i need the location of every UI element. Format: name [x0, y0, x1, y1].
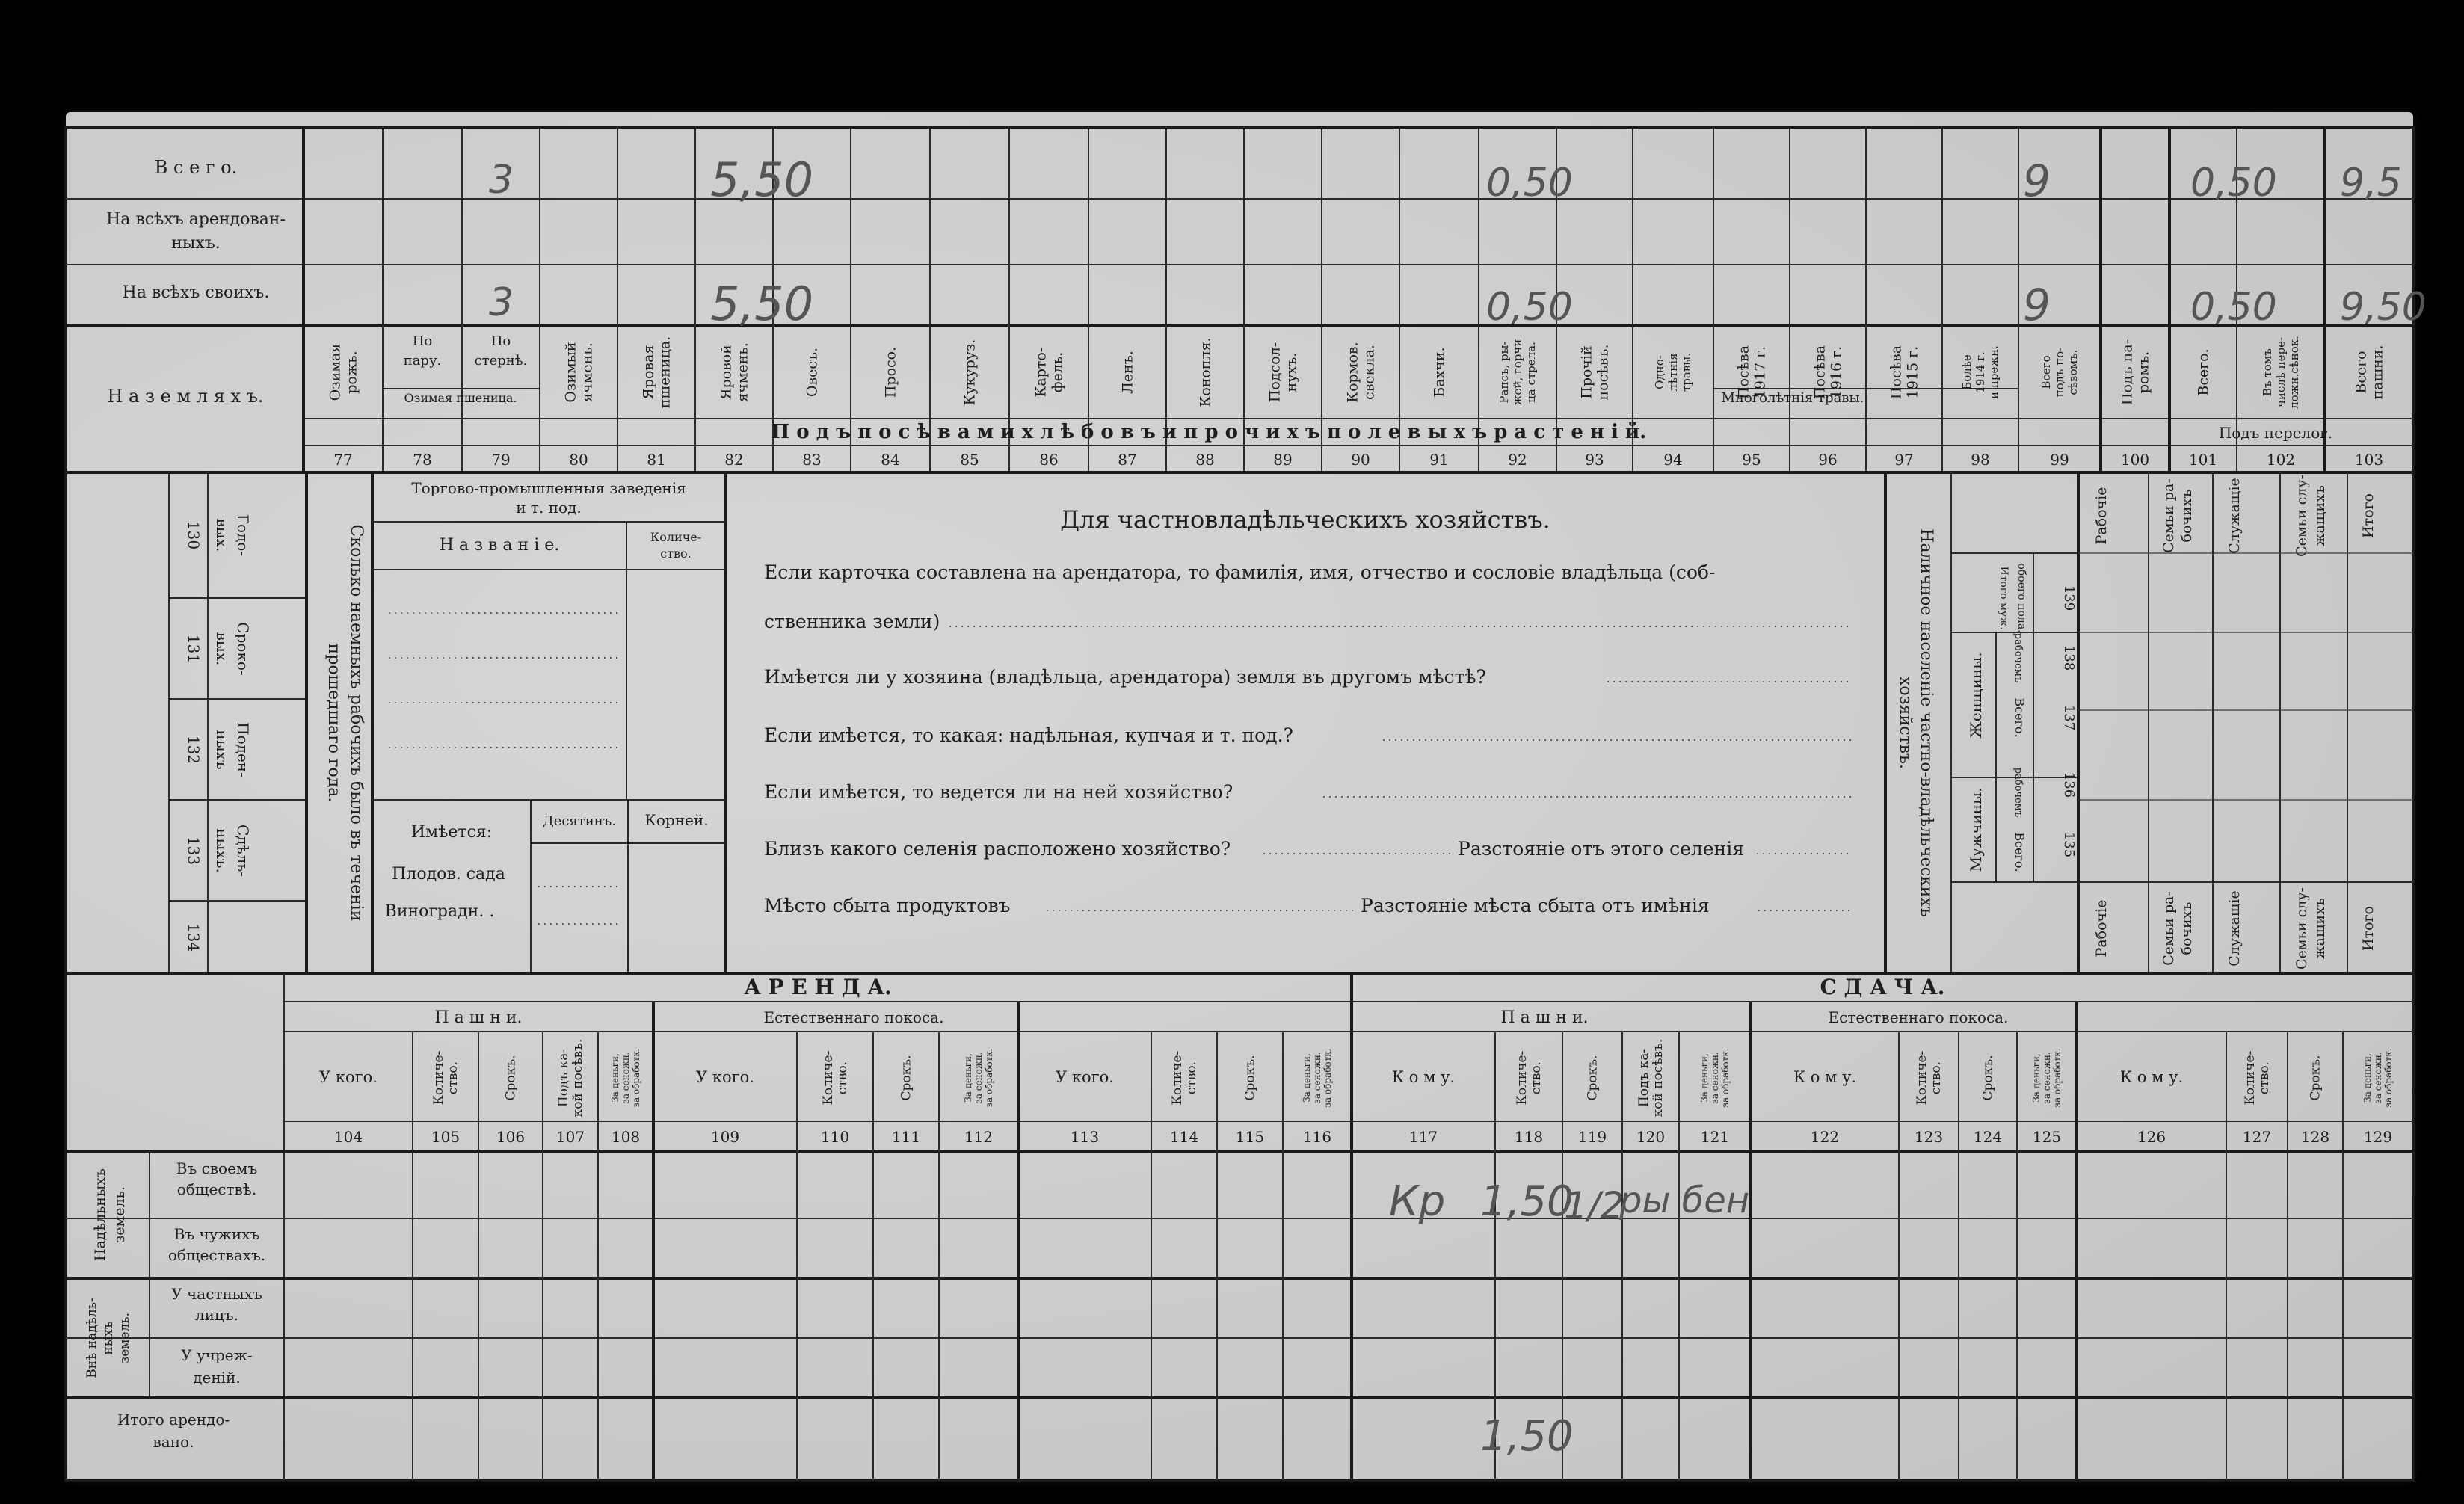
pop-working-men: рабочемъ — [2012, 767, 2024, 818]
trade-name-header: Н а з в а н і е. — [439, 536, 560, 555]
crop-number-86: 86 — [1039, 451, 1059, 469]
hired-title-1: Сколько наемныхъ рабочихъ было въ теченіи — [347, 524, 366, 922]
crop-header-102-line2: числѣ пере- — [2274, 336, 2288, 408]
lease-sdacha-header-119-line1: Срокъ. — [1585, 1055, 1601, 1101]
arenda-pokos: Естественнаго покоса. — [763, 1008, 944, 1026]
lease-number-105: 105 — [431, 1128, 461, 1146]
crop-number-99: 99 — [2050, 451, 2069, 469]
crop-header-79-line1: По — [490, 333, 511, 349]
crop-header-99-line3: сѣвомъ. — [2066, 349, 2080, 395]
pop-title-2: хозяйствъ. — [1896, 676, 1915, 770]
lease-number-124: 124 — [1973, 1128, 2003, 1146]
row-inst-2: деній. — [193, 1369, 241, 1387]
crop-number-88: 88 — [1195, 451, 1215, 469]
hw-own-103: 9,50 — [2340, 285, 2427, 330]
sdacha-pashni: П а ш н и. — [1500, 1008, 1589, 1027]
lease-sdacha-header-124-line1: Срокъ. — [1980, 1055, 1996, 1101]
row-non-nadel-1: Внѣ надѣль- — [84, 1298, 99, 1378]
lease-sdacha-header-129-line3: за обработк. — [2383, 1048, 2394, 1108]
trade-title-1: Торгово-промышленныя заведенія — [411, 479, 686, 497]
lease-sdacha-header-120-line2: кой посѣвъ. — [1651, 1038, 1666, 1118]
lease-arenda-header-105-line1: Количе- — [431, 1050, 447, 1106]
row-private-2: лицъ. — [195, 1306, 238, 1324]
lease-sdacha-header-118-line2: ство. — [1529, 1061, 1544, 1095]
livestock-num-131: 131 — [185, 634, 203, 664]
lease-number-104: 104 — [333, 1128, 363, 1146]
lease-sdacha-header-126-line1: К о м у. — [2119, 1068, 2184, 1086]
livestock-num-130: 130 — [185, 520, 203, 550]
hw-total-101: 0,50 — [2190, 161, 2277, 206]
trade-roots: Корней. — [644, 811, 709, 829]
livestock-label-4a: Сдѣль- — [234, 824, 252, 878]
lease-number-121: 121 — [1700, 1128, 1730, 1146]
row-non-nadel-2: ныхъ — [101, 1321, 116, 1355]
pop-col-top-4-line1: Семьи слу- — [2294, 475, 2310, 557]
crop-number-95: 95 — [1742, 451, 1761, 469]
pop-working-women: рабочемъ — [2012, 632, 2024, 683]
lease-arenda-header-108-line3: за обработк. — [631, 1048, 641, 1108]
pop-col-bottom-2-line2: бочихъ — [2178, 902, 2195, 955]
crop-header-78-line2: пару. — [403, 353, 442, 369]
hw-own-82: 5,50 — [710, 277, 814, 331]
hw-total-79: 3 — [489, 158, 514, 203]
row-rented-label-1: На всѣхъ арендован- — [106, 210, 286, 229]
crop-number-78: 78 — [413, 451, 432, 469]
livestock-block — [185, 514, 366, 952]
lease-arenda-header-114-line1: Количе- — [1170, 1050, 1186, 1106]
private-q5a: Близъ какого селенія расположено хозяйство? — [764, 838, 1231, 860]
crop-header-96-line1: Посѣва — [1811, 345, 1829, 400]
lease-number-128: 128 — [2300, 1128, 2330, 1146]
pop-col-top-1-line1: Рабочіе — [2093, 487, 2110, 545]
pop-men: Мужчины. — [1967, 787, 1985, 872]
private-q3: Если имѣется, то какая: надѣльная, купчая и т. под.? — [764, 724, 1293, 746]
crop-header-77-line1: Озимая — [327, 343, 344, 401]
pop-grand-2: обоего пола. — [2015, 563, 2027, 633]
lease-number-111: 111 — [891, 1128, 921, 1146]
crop-header-77-line2: рожь. — [343, 351, 360, 394]
lease-number-113: 113 — [1070, 1128, 1100, 1146]
hw-total-103: 9,5 — [2340, 161, 2402, 206]
crop-header-94-line2: лѣтнія — [1666, 353, 1680, 392]
crop-numbers — [333, 451, 2383, 469]
crop-header-83-line1: Овесъ. — [804, 347, 821, 398]
hw-own-92: 0,50 — [1486, 285, 1573, 330]
crop-header-92-line2: жей, горчи — [1511, 339, 1524, 406]
trade-vineyard: Виноградн. . — [384, 902, 495, 921]
lease-sdacha-header-120-line1: Подъ ка- — [1636, 1048, 1652, 1108]
livestock-label-2b: вых. — [213, 632, 231, 666]
crop-header-85-line1: Кукуруз. — [961, 339, 979, 406]
crop-header-90-line1: Кормов. — [1344, 342, 1361, 403]
hw-total-99: 9 — [2023, 155, 2051, 206]
row-other-comm-1: Въ чужихъ — [173, 1225, 260, 1243]
row-inst-1: У учреж- — [181, 1346, 253, 1364]
crop-number-94: 94 — [1663, 451, 1683, 469]
lease-arenda-header-108-line2: за сеножн. — [620, 1052, 631, 1104]
crop-header-90-line2: свекла. — [1361, 345, 1378, 400]
hw-total-82: 5,50 — [710, 152, 814, 207]
trade-desyatin: Десятинъ. — [543, 813, 616, 829]
pop-col-bottom-2-line1: Семьи ра- — [2160, 891, 2177, 966]
lease-arenda-header-110-line2: ство. — [835, 1061, 851, 1095]
row-own-comm-2: обществѣ. — [176, 1180, 257, 1198]
middle-frame — [66, 472, 2413, 973]
crop-header-94-line1: Одно- — [1653, 355, 1666, 389]
crop-number-97: 97 — [1894, 451, 1914, 469]
crop-header-100-line2: ромъ. — [2135, 351, 2152, 394]
private-q6a: Мѣсто сбыта продуктовъ — [764, 895, 1011, 916]
row-rented-label-2: ныхъ. — [171, 234, 221, 253]
crop-number-103: 103 — [2354, 451, 2384, 469]
lease-sdacha-header-121-line2: за сеножн. — [1710, 1052, 1720, 1104]
crop-header-81-line1: Яровая — [640, 345, 657, 400]
lease-arenda-header-116-line2: за сеножн. — [1312, 1052, 1322, 1104]
lease-number-114: 114 — [1169, 1128, 1199, 1146]
crop-header-81-line2: пшеница. — [656, 336, 674, 409]
crop-number-87: 87 — [1118, 451, 1137, 469]
crop-header-79-line2: стернѣ. — [474, 353, 528, 369]
crop-number-102: 102 — [2266, 451, 2296, 469]
hw-komu: Кр — [1389, 1177, 1446, 1226]
crop-header-78-line1: По — [412, 333, 433, 349]
lease-number-127: 127 — [2242, 1128, 2272, 1146]
lease-arenda-header-113-line1: У кого. — [1056, 1068, 1114, 1086]
private-q2: Имѣется ли у хозяина (владѣльца, арендатора) земля въ другомъ мѣстѣ? — [764, 666, 1486, 688]
private-q6b: Разстояніе мѣста сбыта отъ имѣнія — [1361, 895, 1710, 916]
crop-header-93-line1: Прочій — [1578, 345, 1595, 399]
private-farms-block — [764, 505, 1851, 916]
pop-col-bottom-4-line1: Семьи слу- — [2294, 887, 2310, 970]
crop-header-86-line2: фель. — [1049, 351, 1066, 393]
crop-number-82: 82 — [724, 451, 744, 469]
pop-col-top-4-line2: жащихъ — [2311, 485, 2328, 546]
crop-header-99-line2: подъ по- — [2053, 347, 2066, 398]
trade-block — [385, 479, 709, 924]
lease-arenda-header-104-line1: У кого. — [319, 1068, 378, 1086]
crop-header-80-line1: Озимый — [562, 342, 579, 403]
row-non-nadel-3: земель. — [117, 1312, 132, 1364]
lease-arenda-header-114-line2: ство. — [1184, 1061, 1200, 1095]
crop-header-97-line1: Посѣва — [1888, 345, 1905, 400]
row-nadel-1: Надѣльныхъ — [92, 1168, 108, 1262]
lease-number-125: 125 — [2032, 1128, 2062, 1146]
crop-number-96: 96 — [1818, 451, 1838, 469]
livestock-label-1a: Годо- — [234, 514, 252, 557]
hw-total-92: 0,50 — [1486, 161, 1573, 206]
livestock-num-133: 133 — [185, 836, 203, 866]
sdacha-pokos: Естественнаго покоса. — [1828, 1008, 2009, 1026]
livestock-label-2a: Сроко- — [234, 622, 252, 676]
private-q1b: ственника земли) — [764, 611, 940, 632]
perennial-label: Многолѣтнія травы. — [1721, 390, 1864, 406]
pop-num-136: 136 — [2061, 771, 2077, 798]
lease-number-126: 126 — [2137, 1128, 2166, 1146]
lease-number-106: 106 — [496, 1128, 526, 1146]
crop-header-99-line1: Всего — [2039, 355, 2053, 389]
crop-header-84-line1: Просо. — [882, 346, 899, 398]
pop-total-men: Всего. — [2012, 832, 2027, 872]
lease-number-117: 117 — [1408, 1128, 1438, 1146]
pop-col-bottom-5-line1: Итого — [2360, 906, 2377, 951]
lease-sdacha-header-127-line1: Количе- — [2243, 1050, 2258, 1106]
crop-header-92-line1: Рапсъ, ры- — [1497, 341, 1511, 404]
hw-total: 1,50 — [1480, 1412, 1574, 1461]
lease-arenda-header-106-line1: Срокъ. — [503, 1055, 519, 1101]
lease-number-122: 122 — [1810, 1128, 1840, 1146]
row-own-label: На всѣхъ своихъ. — [122, 283, 270, 302]
lease-sdacha-header-123-line1: Количе- — [1915, 1050, 1930, 1106]
private-q1a: Если карточка составлена на арендатора, то фамилія, имя, отчество и сословіе владѣльца (соб- — [764, 561, 1716, 583]
lease-arenda-header-112-line2: за сеножн. — [973, 1052, 984, 1104]
crop-number-81: 81 — [647, 451, 666, 469]
lease-arenda-header-116-line1: За деньги, — [1302, 1053, 1312, 1103]
crop-header-98-line3: и прежн. — [1987, 345, 2001, 399]
lease-number-123: 123 — [1914, 1128, 1944, 1146]
pop-col-top-3-line1: Служащіе — [2226, 478, 2243, 554]
crop-header-97-line2: 1915 г. — [1904, 345, 1921, 399]
crop-header-103-line1: Всего — [2353, 351, 2370, 394]
lease-sdacha-header-121-line1: За деньги, — [1699, 1053, 1710, 1103]
hired-title-2: прошедшаго года. — [324, 643, 343, 803]
livestock-label-4b: ныхъ. — [213, 828, 231, 873]
pop-num-139: 139 — [2061, 585, 2077, 611]
hw-own-99: 9 — [2023, 280, 2051, 330]
crop-header-102-line1: Въ томъ — [2261, 348, 2274, 396]
crop-number-79: 79 — [491, 451, 511, 469]
pop-col-top-5-line1: Итого — [2360, 493, 2377, 538]
lease-row-labels — [84, 1159, 265, 1451]
private-q4: Если имѣется, то ведется ли на ней хозяйство? — [764, 781, 1233, 803]
crop-header-103-line2: пашни. — [2369, 345, 2386, 400]
row-private-1: У частныхъ — [171, 1285, 262, 1303]
lease-sdacha-header-118-line1: Количе- — [1515, 1050, 1530, 1106]
crop-header-101-line1: Всего. — [2195, 348, 2212, 396]
pop-col-bottom-1-line1: Рабочіе — [2093, 899, 2110, 958]
lease-arenda-header-111-line1: Срокъ. — [899, 1055, 914, 1101]
crop-header-89-line2: нухъ. — [1283, 352, 1300, 392]
winter-wheat-label: Озимая пшеница. — [404, 391, 517, 405]
lease-arenda-header-108-line1: За деньги, — [610, 1053, 620, 1103]
crop-header-93-line2: посѣвъ. — [1595, 344, 1612, 401]
lease-sdacha-header-128-line1: Срокъ. — [2308, 1055, 2323, 1101]
lease-arenda-header-110-line1: Количе- — [821, 1050, 837, 1106]
lease-sdacha-header-129-line1: За деньги, — [2362, 1053, 2373, 1103]
crop-number-83: 83 — [802, 451, 822, 469]
crop-header-82-line1: Яровой — [718, 345, 735, 400]
trade-title-2: и т. под. — [516, 499, 582, 517]
lease-columns — [319, 1002, 2394, 1480]
lease-arenda-header-116-line3: за обработк. — [1322, 1048, 1333, 1108]
pop-col-bottom-3-line1: Служащіе — [2226, 890, 2243, 967]
lease-number-115: 115 — [1235, 1128, 1265, 1146]
pop-num-135: 135 — [2061, 831, 2077, 858]
crop-header-98-line2: 1914 г. — [1974, 351, 1987, 393]
private-q5b: Разстояніе отъ этого селенія — [1458, 838, 1745, 860]
sown-group-label: П о д ъ п о с ѣ в а м и х л ѣ б о в ъ и п р о ч и х ъ п о л е в ы х ъ р а с т е н і й. — [771, 421, 1647, 443]
crop-header-96-line2: 1916 г. — [1828, 345, 1845, 399]
crop-number-93: 93 — [1585, 451, 1604, 469]
crop-number-77: 77 — [333, 451, 353, 469]
crop-header-91-line1: Бахчи. — [1431, 347, 1448, 398]
lease-arenda-header-115-line1: Срокъ. — [1242, 1055, 1258, 1101]
lease-number-107: 107 — [555, 1128, 585, 1146]
lease-sdacha-header-121-line3: за обработк. — [1720, 1048, 1731, 1108]
lease-number-129: 129 — [2363, 1128, 2393, 1146]
crop-number-84: 84 — [881, 451, 900, 469]
lease-arenda-header-112-line3: за обработк. — [984, 1048, 994, 1108]
lease-sdacha-header-127-line2: ство. — [2257, 1061, 2273, 1095]
livestock-num-134: 134 — [185, 922, 203, 952]
lease-number-112: 112 — [964, 1128, 994, 1146]
crop-number-85: 85 — [960, 451, 979, 469]
pop-col-top-2-line1: Семьи ра- — [2160, 478, 2177, 553]
crop-header-94-line3: травы. — [1680, 353, 1693, 392]
row-lands-label: Н а з е м л я х ъ. — [107, 386, 264, 407]
trade-qty-header-2: ство. — [660, 546, 692, 561]
pop-col-top-2-line2: бочихъ — [2178, 489, 2195, 543]
lease-sdacha-header-125-line2: за сеножн. — [2042, 1052, 2052, 1104]
crop-header-95-line2: 1917 г. — [1752, 345, 1769, 399]
lease-number-118: 118 — [1514, 1128, 1544, 1146]
pop-title-1: Наличное населеніе частно-владѣльческихъ — [1917, 528, 1935, 917]
crop-number-100: 100 — [2120, 451, 2150, 469]
lease-sdacha-header-129-line2: за сеножн. — [2373, 1052, 2383, 1104]
livestock-num-132: 132 — [185, 735, 203, 765]
row-total-1: Итого арендо- — [117, 1411, 230, 1429]
crop-number-90: 90 — [1351, 451, 1370, 469]
lease-sdacha-header-125-line3: за обработк. — [2052, 1048, 2063, 1108]
crop-header-100-line1: Подъ па- — [2119, 339, 2136, 406]
pop-col-bottom-4-line2: жащихъ — [2311, 898, 2328, 959]
crop-header-82-line2: ячмень. — [734, 342, 751, 402]
lease-arenda-header-109-line1: У кого. — [696, 1068, 754, 1086]
livestock-label-3b: ныхъ — [213, 730, 231, 770]
lease-number-108: 108 — [611, 1128, 641, 1146]
hw-qty: 1,50 — [1480, 1177, 1574, 1226]
crop-header-80-line2: ячмень. — [579, 342, 596, 402]
crop-header-92-line3: ца стрела. — [1524, 342, 1538, 403]
trade-orchard: Плодов. сада — [392, 865, 505, 884]
crop-header-88-line1: Конопля. — [1197, 337, 1214, 407]
pop-total-women: Всего. — [2012, 697, 2027, 738]
arenda-title: А Р Е Н Д А. — [744, 975, 892, 999]
row-own-comm-1: Въ своемъ — [176, 1159, 258, 1177]
livestock-label-1b: вых. — [213, 518, 231, 552]
sdacha-title: С Д А Ч А. — [1820, 975, 1945, 999]
crop-header-86-line1: Карто- — [1032, 347, 1050, 398]
lease-sdacha-header-123-line2: ство. — [1929, 1061, 1944, 1095]
row-total-2: вано. — [153, 1433, 194, 1451]
crop-header-95-line1: Посѣва — [1735, 345, 1752, 400]
trade-qty-header-1: Количе- — [650, 530, 702, 544]
lease-number-119: 119 — [1577, 1128, 1607, 1146]
crop-number-101: 101 — [2188, 451, 2218, 469]
crop-number-98: 98 — [1971, 451, 1990, 469]
crop-number-91: 91 — [1429, 451, 1449, 469]
crop-header-87-line1: Ленъ. — [1119, 351, 1136, 394]
row-total-label: В с е г о. — [154, 157, 238, 178]
hw-own-79: 3 — [489, 280, 514, 325]
crop-header-98-line1: Болѣе — [1960, 354, 1974, 390]
arenda-pashni: П а ш н и. — [434, 1008, 523, 1027]
crop-number-80: 80 — [569, 451, 588, 469]
lease-sdacha-header-117-line1: К о м у. — [1391, 1068, 1456, 1086]
crop-number-89: 89 — [1273, 451, 1293, 469]
livestock-label-3a: Поден- — [234, 722, 252, 777]
lease-arenda-header-107-line2: кой посѣвъ. — [570, 1038, 586, 1118]
lease-arenda-header-112-line1: За деньги, — [963, 1053, 973, 1103]
lease-sdacha-header-122-line1: К о м у. — [1793, 1068, 1857, 1086]
lease-sdacha-header-125-line1: За деньги, — [2031, 1053, 2042, 1103]
pop-num-138: 138 — [2061, 644, 2077, 671]
private-title: Для частновладѣльческихъ хозяйствъ. — [1060, 505, 1550, 534]
fallow-group-label: Подъ перелог. — [2218, 424, 2333, 442]
pop-women: Женщины. — [1967, 652, 1985, 739]
pop-grand-1: Итого муж. — [1998, 566, 2009, 630]
crop-number-92: 92 — [1508, 451, 1527, 469]
crop-header-102-line3: ложн.сѣнок. — [2288, 336, 2301, 409]
lease-arenda-header-107-line1: Подъ ка- — [556, 1048, 572, 1108]
lease-arenda-header-105-line2: ство. — [446, 1061, 461, 1095]
population-columns — [2093, 475, 2377, 970]
trade-has: Имѣется: — [410, 823, 493, 842]
lease-number-116: 116 — [1302, 1128, 1332, 1146]
row-other-comm-2: обществахъ. — [167, 1246, 266, 1264]
row-nadel-2: земель. — [111, 1186, 128, 1244]
lease-number-109: 109 — [710, 1128, 740, 1146]
lease-number-120: 120 — [1636, 1128, 1666, 1146]
pop-num-137: 137 — [2061, 704, 2077, 731]
population-block — [1896, 528, 2077, 917]
crop-header-89-line1: Подсол- — [1266, 342, 1284, 403]
hw-term: 1/2 — [1564, 1184, 1624, 1227]
hw-own-101: 0,50 — [2190, 285, 2277, 330]
lease-number-110: 110 — [820, 1128, 850, 1146]
hw-crop: ры бен — [1619, 1180, 1750, 1221]
